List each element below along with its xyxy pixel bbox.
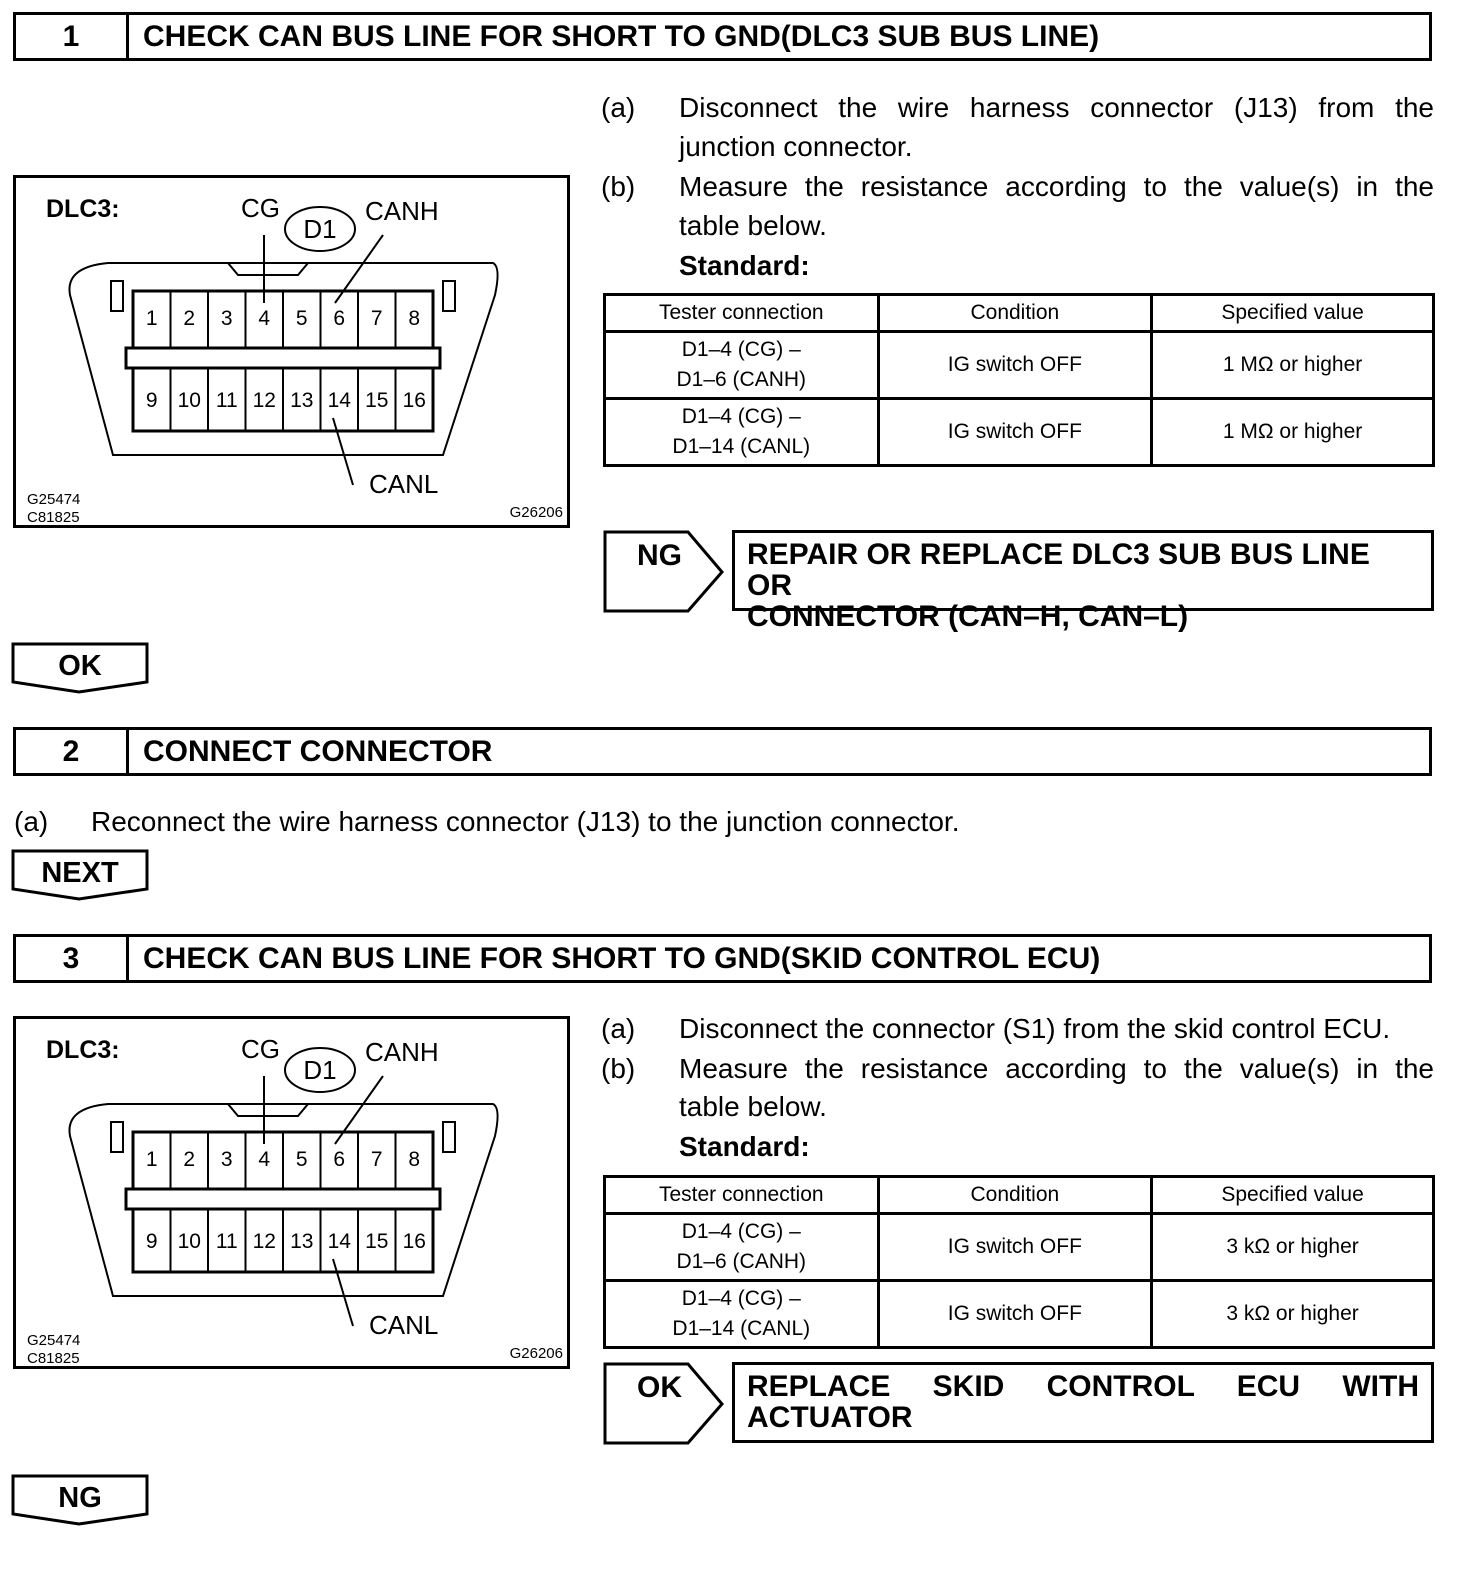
instruction-text: Disconnect the wire harness connector (J13) from the xyxy=(679,92,1434,123)
figure-code: C81825 xyxy=(27,1350,80,1367)
pin-number: 6 xyxy=(333,307,346,330)
figure-code: C81825 xyxy=(27,509,80,526)
figure-code: G25474 xyxy=(27,1332,81,1349)
ng-label: NG xyxy=(58,1482,102,1514)
instruction-text: table below. xyxy=(679,1091,827,1122)
pin-number: 5 xyxy=(295,307,308,330)
header-tester-connection: Tester connection xyxy=(605,1177,879,1214)
pin-number: 11 xyxy=(215,1230,238,1253)
specified-value: 3 kΩ or higher xyxy=(1152,1214,1434,1281)
tester-connection: D1–4 (CG) – D1–6 (CANH) xyxy=(605,332,879,399)
canh-label: CANH xyxy=(365,1037,439,1067)
pin-number: 6 xyxy=(333,1148,346,1171)
ng-label: NG xyxy=(637,539,682,572)
dlc3-connector-diagram xyxy=(13,175,570,528)
figure-code: G26206 xyxy=(509,504,563,521)
instruction-label: (a) xyxy=(14,806,49,837)
step-number: 1 xyxy=(16,15,129,58)
header-tester-connection: Tester connection xyxy=(605,295,879,332)
pin-number: 7 xyxy=(370,1148,383,1171)
specified-value: 1 MΩ or higher xyxy=(1152,332,1434,399)
header-specified-value: Specified value xyxy=(1152,295,1434,332)
step-number: 3 xyxy=(16,937,129,980)
ok-result-box xyxy=(732,1362,1434,1443)
header-condition: Condition xyxy=(878,295,1152,332)
step-title: CHECK CAN BUS LINE FOR SHORT TO GND(DLC3 SUB BUS LINE) xyxy=(143,19,1100,53)
pin-number: 3 xyxy=(220,307,233,330)
instruction-text: Measure the resistance according to the value(s) in the xyxy=(679,1053,1434,1084)
connector-name: DLC3: xyxy=(46,195,120,223)
pin-number: 16 xyxy=(402,1230,426,1253)
result-text: ACTUATOR xyxy=(747,1401,913,1434)
table-row xyxy=(605,332,1434,399)
instruction-text: table below. xyxy=(679,210,827,241)
pin-number: 3 xyxy=(220,1148,233,1171)
header-specified-value: Specified value xyxy=(1152,1177,1434,1214)
result-text: REPAIR OR REPLACE DLC3 SUB BUS LINE OR xyxy=(747,538,1370,602)
pin-number: 2 xyxy=(183,1148,196,1171)
dlc3-connector-diagram xyxy=(13,1016,570,1369)
instruction-label: (a) xyxy=(601,1013,636,1044)
standard-label: Standard: xyxy=(679,250,810,281)
pin-number: 8 xyxy=(408,1148,421,1171)
pin-number: 1 xyxy=(145,1148,158,1171)
tester-connection: D1–4 (CG) – D1–14 (CANL) xyxy=(605,1281,879,1348)
pin-number: 10 xyxy=(177,389,201,412)
pin-number: 2 xyxy=(183,307,196,330)
figure-code: G26206 xyxy=(509,1345,563,1362)
step-number: 2 xyxy=(16,730,129,773)
specified-value: 3 kΩ or higher xyxy=(1152,1281,1434,1348)
pin-number: 13 xyxy=(290,1230,314,1253)
header-condition: Condition xyxy=(878,1177,1152,1214)
condition: IG switch OFF xyxy=(878,399,1152,466)
ok-label: OK xyxy=(637,1371,682,1404)
pin-number: 12 xyxy=(252,1230,276,1253)
connector-name: DLC3: xyxy=(46,1036,120,1064)
step-title: CONNECT CONNECTOR xyxy=(143,734,493,768)
pin-number: 5 xyxy=(295,1148,308,1171)
instruction-label: (b) xyxy=(601,171,636,202)
pin-number: 14 xyxy=(327,389,351,412)
pin-number: 14 xyxy=(327,1230,351,1253)
pin-number: 1 xyxy=(145,307,158,330)
table-row xyxy=(605,399,1434,466)
instruction-label: (b) xyxy=(601,1053,636,1084)
instruction-text: Measure the resistance according to the value(s) in the xyxy=(679,171,1434,202)
table-row xyxy=(605,1214,1434,1281)
specified-value: 1 MΩ or higher xyxy=(1152,399,1434,466)
ng-result-box xyxy=(732,530,1434,633)
pin-number: 8 xyxy=(408,307,421,330)
pin-number: 4 xyxy=(258,307,271,330)
step-title: CHECK CAN BUS LINE FOR SHORT TO GND(SKID CONTROL ECU) xyxy=(143,941,1101,975)
table-row xyxy=(605,1281,1434,1348)
pin-number: 9 xyxy=(145,1230,158,1253)
pin-number: 15 xyxy=(365,1230,389,1253)
tester-connection: D1–4 (CG) – D1–14 (CANL) xyxy=(605,399,879,466)
standard-table xyxy=(603,1175,1435,1349)
pin-number: 12 xyxy=(252,389,276,412)
canh-label: CANH xyxy=(365,196,439,226)
condition: IG switch OFF xyxy=(878,1214,1152,1281)
result-text: CONNECTOR (CAN–H, CAN–L) xyxy=(747,600,1189,633)
cg-label: CG xyxy=(241,1034,280,1064)
pin-number: 13 xyxy=(290,389,314,412)
pin-number: 15 xyxy=(365,389,389,412)
condition: IG switch OFF xyxy=(878,332,1152,399)
connector-key-bar xyxy=(126,1189,440,1209)
next-label: NEXT xyxy=(41,857,119,889)
pin-number: 9 xyxy=(145,389,158,412)
result-text: REPLACE SKID CONTROL ECU WITH xyxy=(747,1370,1419,1403)
step-1-header xyxy=(13,12,1432,61)
instruction-text: junction connector. xyxy=(679,131,913,162)
pin-number: 7 xyxy=(370,307,383,330)
instruction-text: Disconnect the connector (S1) from the skid control ECU. xyxy=(679,1013,1391,1044)
ok-label: OK xyxy=(58,650,102,682)
pin-number: 16 xyxy=(402,389,426,412)
pin-number: 11 xyxy=(215,389,238,412)
connector-id: D1 xyxy=(303,1055,337,1085)
standard-table xyxy=(603,293,1435,467)
condition: IG switch OFF xyxy=(878,1281,1152,1348)
pin-number: 10 xyxy=(177,1230,201,1253)
tester-connection: D1–4 (CG) – D1–6 (CANH) xyxy=(605,1214,879,1281)
pin-number: 4 xyxy=(258,1148,271,1171)
instruction-label: (a) xyxy=(601,92,636,123)
figure-code: G25474 xyxy=(27,491,81,508)
connector-key-bar xyxy=(126,348,440,368)
canl-label: CANL xyxy=(369,469,439,499)
instruction-text: Reconnect the wire harness connector (J13) to the junction connector. xyxy=(91,806,960,837)
connector-id: D1 xyxy=(303,214,337,244)
cg-label: CG xyxy=(241,193,280,223)
step-3-header xyxy=(13,934,1432,983)
standard-label: Standard: xyxy=(679,1131,810,1162)
canl-label: CANL xyxy=(369,1310,439,1340)
step-2-header xyxy=(13,727,1432,776)
